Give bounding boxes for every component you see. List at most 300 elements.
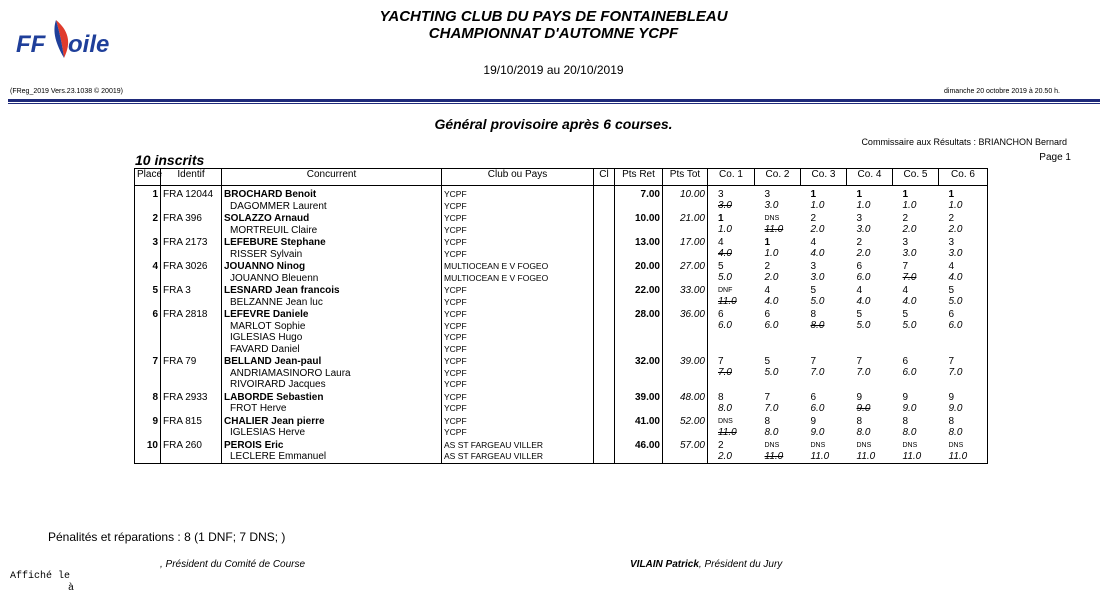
club-name: MULTIOCEAN E V FOGEO [444,261,549,271]
race-score: 6.0 [856,272,871,283]
race-score: 5.0 [764,367,779,378]
club-name: YCPF [444,309,467,319]
club-name: YCPF [444,237,467,247]
points-retained: 22.00 [634,285,660,296]
points-total-cell [663,284,708,308]
race-score: 9.0 [902,402,917,414]
identifier-cell [161,186,222,213]
points-retained-cell [615,236,663,260]
race-3-cell [801,391,847,415]
race-rank: 7 [948,356,955,367]
column-header: Pts Ret [615,169,663,186]
class-cell [594,355,615,391]
race-score: 2.0 [764,272,779,283]
race-rank: 9 [902,391,909,403]
place-cell [135,260,161,284]
club-cell [442,391,594,415]
class-cell [594,439,615,464]
race-4-cell [847,355,893,391]
column-header: Concurrent [222,169,442,186]
race-2-cell [755,260,801,284]
race-5-cell [893,260,939,284]
identifier-cell [161,212,222,236]
race-5-cell [893,186,939,213]
results-subtitle: Général provisoire après 6 courses. [434,116,673,132]
race-score: 8.0 [856,426,871,438]
race-1-cell [708,355,755,391]
race-5-cell [893,212,939,236]
points-retained-cell [615,260,663,284]
sail-number: FRA 79 [163,356,197,367]
identifier-cell [161,439,222,464]
race-score: 6.0 [764,320,779,331]
race-rank: 3 [856,213,863,224]
place: 5 [152,285,158,296]
race-3-cell [801,284,847,308]
club-name: YCPF [444,403,467,413]
race-rank: 6 [810,391,817,403]
race-rank: 1 [902,189,909,200]
column-header: Club ou Pays [442,169,594,186]
race-rank: 1 [718,213,724,224]
skipper-name: JOUANNO Ninog [224,261,306,272]
class-cell [594,284,615,308]
race-score: 6.0 [902,367,917,378]
race-3-cell [801,355,847,391]
race-6-cell [939,260,988,284]
race-6-cell [939,212,988,236]
race-1-cell [708,212,755,236]
race-rank: 8 [902,415,909,427]
club-name: YCPF [444,200,467,211]
race-4-cell [847,186,893,213]
header-rule-thin [8,103,1100,104]
points-retained: 10.00 [634,213,660,224]
event-title [0,8,1107,42]
race-1-cell [708,284,755,308]
race-4-cell [847,260,893,284]
points-retained: 41.00 [634,415,660,427]
club-name: YCPF [444,343,467,354]
race-6-cell [939,186,988,213]
club-name: YCPF [444,248,467,259]
club-title: YACHTING CLUB DU PAYS DE FONTAINEBLEAU [379,8,728,25]
place: 8 [152,391,158,403]
race-score: 11.0 [856,450,876,462]
race-1-cell [708,415,755,439]
race-rank: 5 [902,309,909,320]
results-table [134,168,988,464]
race-score: 1.0 [764,248,779,259]
identifier-cell [161,391,222,415]
column-header: Co. 5 [893,169,939,186]
place: 4 [152,261,158,272]
race-5-cell [893,308,939,355]
points-total-cell [663,260,708,284]
race-rank: 7 [856,356,863,367]
place-cell [135,415,161,439]
race-rank: 7 [902,261,909,272]
race-rank: DNS [902,441,918,449]
race-rank: 9 [856,391,863,403]
place: 6 [152,309,158,320]
crew-name: BELZANNE Jean luc [230,296,323,308]
club-name: YCPF [444,320,467,331]
race-rank: 8 [810,309,817,320]
race-rank: 6 [856,261,863,272]
race-rank: DNF [718,287,733,294]
race-rank: 2 [902,213,909,224]
skipper-name: LESNARD Jean francois [224,285,340,296]
race-score: 8.0 [764,426,779,438]
skipper-name: BELLAND Jean-paul [224,356,322,367]
race-rank: DNS [764,441,780,449]
race-score: 4.0 [902,296,917,307]
club-name: YCPF [444,415,467,426]
race-score: 4.0 [810,248,825,259]
race-6-cell [939,415,988,439]
race-score: 5.0 [718,272,732,283]
race-score: 1.0 [718,224,732,235]
crew-name: ANDRIAMASINORO Laura [230,367,351,379]
discarded-score: 4.0 [718,248,732,259]
crew-name: MARLOT Sophie [230,320,306,332]
sail-number: FRA 2933 [163,391,208,403]
competitor-cell [222,355,442,391]
column-header: Identif [161,169,222,186]
entries-count: 10 inscrits [135,152,205,168]
place-cell [135,236,161,260]
race-rank: 2 [856,237,863,248]
race-3-cell [801,212,847,236]
race-score: 5.0 [948,296,963,307]
race-3-cell [801,415,847,439]
place: 2 [152,213,158,224]
header-rule [8,99,1100,102]
race-score: 7.0 [948,367,963,378]
race-score: 2.0 [948,224,963,235]
club-name: YCPF [444,189,467,199]
points-total-cell [663,439,708,464]
scorer-label: Commissaire aux Résultats : BRIANCHON Bernard [861,137,1067,147]
posted-on-label: Affiché le [10,571,71,582]
race-rank: 7 [718,356,724,367]
crew-name: FROT Herve [230,403,287,414]
table-row [135,260,988,284]
identifier-cell [161,308,222,355]
race-score: 2.0 [810,224,825,235]
skipper-name: PEROIS Eric [224,439,284,451]
race-2-cell [755,284,801,308]
race-score: 1.0 [856,200,871,211]
race-rank: 5 [810,285,817,296]
discarded-score: 7.0 [902,272,917,283]
race-rank: 2 [810,213,817,224]
club-name: MULTIOCEAN E V FOGEO [444,272,549,283]
club-cell [442,186,594,213]
competitor-cell [222,212,442,236]
race-rank: 1 [948,189,955,200]
race-rank: 3 [902,237,909,248]
table-row [135,236,988,260]
club-cell [442,355,594,391]
club-name: YCPF [444,213,467,223]
race-rank: 6 [764,309,771,320]
sail-number: FRA 396 [163,213,202,224]
class-cell [594,391,615,415]
race-score: 9.0 [810,426,825,438]
race-rank: 5 [856,309,863,320]
race-score: 3.0 [856,224,871,235]
race-rank: 9 [948,391,955,403]
race-rank: 8 [718,391,724,403]
club-name: YCPF [444,296,467,307]
race-score: 6.0 [718,320,732,331]
race-rank: 4 [718,237,724,248]
race-rank: 4 [902,285,909,296]
race-rank: 5 [718,261,724,272]
crew-name: MORTREUIL Claire [230,224,318,236]
race-rank: 6 [902,356,909,367]
place: 1 [152,189,158,200]
crew-name: JOUANNO Bleuenn [230,272,319,284]
race-rank: 1 [764,237,771,248]
discarded-score: 11.0 [718,426,737,438]
race-score: 7.0 [810,367,825,378]
race-rank: 6 [718,309,724,320]
club-cell [442,439,594,464]
race-2-cell [755,415,801,439]
identifier-cell [161,236,222,260]
race-score: 2.0 [902,224,917,235]
discarded-score: 11.0 [764,450,784,462]
race-rank: 7 [764,391,771,403]
race-6-cell [939,236,988,260]
race-score: 11.0 [810,450,830,462]
race-2-cell [755,391,801,415]
sail-number: FRA 2173 [163,237,208,248]
club-cell [442,284,594,308]
crew-name: DAGOMMER Laurent [230,200,327,212]
race-score: 3.0 [764,200,779,211]
race-score: 3.0 [902,248,917,259]
race-1-cell [708,186,755,213]
jury-signature [630,559,782,570]
club-name: YCPF [444,356,467,366]
sail-number: FRA 260 [163,439,202,451]
logo-ff: FF [16,31,46,58]
race-1-cell [708,439,755,464]
race-4-cell [847,212,893,236]
points-total: 10.00 [679,189,705,200]
points-retained: 20.00 [634,261,660,272]
points-total: 52.00 [679,415,705,427]
class-cell [594,415,615,439]
race-committee-signature: , Président du Comité de Course [160,559,306,570]
race-rank: 7 [810,356,817,367]
race-5-cell [893,284,939,308]
place-cell [135,284,161,308]
place: 10 [146,439,158,451]
race-6-cell [939,439,988,464]
identifier-cell [161,355,222,391]
points-retained-cell [615,186,663,213]
race-5-cell [893,355,939,391]
skipper-name: BROCHARD Benoit [224,189,317,200]
points-total: 48.00 [679,391,705,403]
discarded-score: 8.0 [810,320,825,331]
place: 9 [152,415,158,427]
race-2-cell [755,212,801,236]
discarded-score: 11.0 [764,224,784,235]
jury-president-name: VILAIN Patrick [630,559,699,570]
championship-title: CHAMPIONNAT D'AUTOMNE YCPF [428,25,679,42]
race-rank: 8 [856,415,863,427]
penalties-summary: Pénalités et réparations : 8 (1 DNF; 7 DNS; ) [48,530,286,544]
points-retained-cell [615,308,663,355]
race-5-cell [893,391,939,415]
place-cell [135,212,161,236]
competitor-cell [222,415,442,439]
place-cell [135,439,161,464]
class-cell [594,260,615,284]
place-cell [135,186,161,213]
points-total-cell [663,391,708,415]
race-rank: 4 [856,285,863,296]
table-row [135,284,988,308]
skipper-name: SOLAZZO Arnaud [224,213,310,224]
race-rank: 4 [948,261,955,272]
race-2-cell [755,308,801,355]
posting-info [10,571,74,595]
points-total-cell [663,308,708,355]
race-4-cell [847,308,893,355]
race-4-cell [847,236,893,260]
discarded-score: 9.0 [856,402,871,414]
race-4-cell [847,391,893,415]
crew-name: IGLESIAS Herve [230,427,306,438]
skipper-name: CHALIER Jean pierre [224,415,325,427]
points-total: 17.00 [679,237,705,248]
race-score: 4.0 [948,272,963,283]
race-2-cell [755,355,801,391]
race-score: 2.0 [718,450,732,462]
club-name: YCPF [444,367,467,378]
race-score: 5.0 [810,296,825,307]
points-total: 27.00 [679,261,705,272]
event-dates: 19/10/2019 au 20/10/2019 [483,63,624,77]
race-score: 7.0 [856,367,871,378]
race-6-cell [939,308,988,355]
club-name: AS ST FARGEAU VILLER [444,439,544,450]
class-cell [594,236,615,260]
club-name: YCPF [444,379,467,389]
discarded-score: 7.0 [718,367,732,378]
race-4-cell [847,439,893,464]
club-cell [442,415,594,439]
table-row [135,355,988,391]
place-cell [135,308,161,355]
club-cell [442,260,594,284]
column-header: Co. 2 [755,169,801,186]
table-row [135,415,988,439]
race-score: 6.0 [810,402,825,414]
points-total-cell [663,355,708,391]
race-score: 1.0 [902,200,917,211]
competitor-cell [222,308,442,355]
race-2-cell [755,439,801,464]
table-row [135,439,988,464]
sail-number: FRA 12044 [163,189,214,200]
race-score: 3.0 [948,248,963,259]
race-6-cell [939,355,988,391]
points-retained: 46.00 [634,439,660,451]
race-1-cell [708,391,755,415]
race-score: 4.0 [856,296,871,307]
points-retained-cell [615,284,663,308]
crew-name: RISSER Sylvain [230,248,303,260]
column-header: Co. 6 [939,169,988,186]
points-retained: 39.00 [634,391,660,403]
race-4-cell [847,415,893,439]
race-6-cell [939,284,988,308]
race-score: 11.0 [948,450,968,462]
race-score: 8.0 [948,426,963,438]
points-total: 39.00 [679,356,705,367]
competitor-cell [222,186,442,213]
sail-number: FRA 3 [163,285,191,296]
points-retained: 13.00 [634,237,660,248]
race-rank: DNS [764,215,780,222]
identifier-cell [161,260,222,284]
race-rank: 6 [948,309,955,320]
club-cell [442,212,594,236]
race-3-cell [801,236,847,260]
points-total-cell [663,236,708,260]
race-score: 2.0 [856,248,871,259]
race-rank: 2 [718,439,724,451]
skipper-name: LEFEBURE Stephane [224,237,326,248]
points-retained-cell [615,415,663,439]
points-retained-cell [615,439,663,464]
software-version: (FReg_2019 Vers.23.1038 © 20019) [10,88,123,95]
race-rank: 5 [764,356,771,367]
points-total-cell [663,415,708,439]
place-cell [135,355,161,391]
race-rank: 4 [764,285,771,296]
discarded-score: 11.0 [718,296,737,307]
points-retained: 32.00 [634,356,660,367]
race-rank: DNS [856,441,872,449]
race-score: 1.0 [810,200,825,211]
points-retained-cell [615,355,663,391]
column-header: Co. 3 [801,169,847,186]
skipper-name: LEFEVRE Daniele [224,309,309,320]
sail-number: FRA 3026 [163,261,208,272]
race-score: 6.0 [948,320,963,331]
print-date: dimanche 20 octobre 2019 à 20.50 h. [944,88,1060,95]
club-cell [442,236,594,260]
points-total: 36.00 [679,309,705,320]
skipper-name: LABORDE Sebastien [224,391,324,403]
race-3-cell [801,439,847,464]
sail-number: FRA 2818 [163,309,208,320]
race-rank: DNS [948,441,964,449]
table-row [135,391,988,415]
competitor-cell [222,391,442,415]
points-total: 33.00 [679,285,705,296]
table-row [135,186,988,213]
